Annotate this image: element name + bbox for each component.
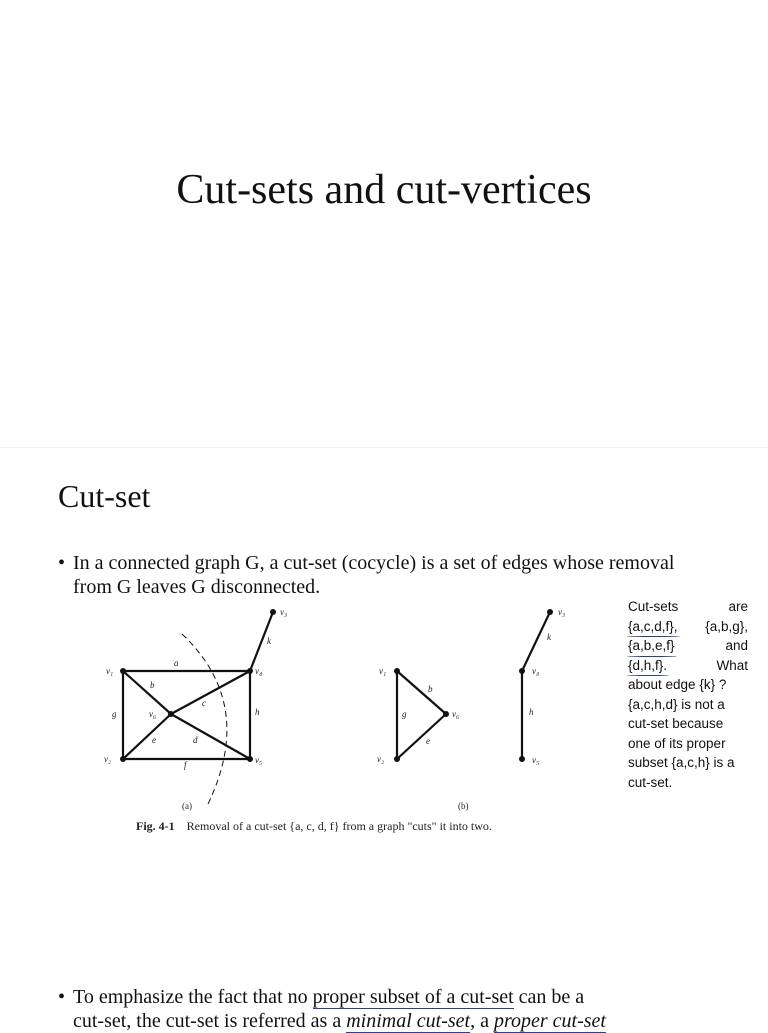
bullet-text: In a connected graph G, a cut-set (cocycle) is a set of edges whose removal from G leaves G disconnected. — [73, 552, 675, 598]
label-v4: v₄ — [255, 666, 263, 676]
label-e: e — [152, 735, 156, 745]
label-c: c — [202, 698, 206, 708]
label-v5: v₅ — [255, 755, 263, 765]
svg-text:e: e — [426, 736, 430, 746]
svg-text:v₄: v₄ — [532, 666, 540, 676]
caption-label: Fig. 4-1 — [136, 819, 175, 833]
label-d: d — [193, 735, 198, 745]
side-note: Cut-sets are {a,c,d,f}, {a,b,g}, {a,b,e,f} and {d,h,f}. What about edge {k} ? {a,c,h,d} is not a cut-set because one of its proper subset {a,c,h} is a cut-set. — [628, 599, 748, 790]
cutset-acdf: {a,c,d,f}, — [628, 617, 678, 637]
svg-text:g: g — [402, 709, 407, 719]
graph-figure — [96, 604, 576, 816]
svg-text:h: h — [529, 707, 534, 717]
graph-a-labels — [104, 607, 287, 770]
label-h: h — [255, 707, 260, 717]
bullet-definition — [58, 551, 718, 599]
svg-text:v₁: v₁ — [379, 666, 387, 676]
graph-b — [397, 612, 550, 759]
label-v2: v₂ — [104, 754, 112, 764]
label-a: a — [174, 658, 179, 668]
svg-text:v₆: v₆ — [452, 709, 460, 719]
label-k: k — [267, 636, 271, 646]
slide-title: Cut-sets and cut-vertices — [176, 167, 592, 213]
figure-caption — [136, 821, 546, 832]
svg-text:b: b — [428, 684, 433, 694]
svg-text:v₅: v₅ — [532, 755, 540, 765]
label-v3: v₃ — [280, 607, 288, 617]
label-g: g — [112, 709, 117, 719]
cutset-dhf: {d,h,f}. — [628, 656, 667, 676]
svg-text:v₂: v₂ — [377, 754, 385, 764]
graph-b-labels — [377, 607, 565, 765]
svg-text:k: k — [547, 632, 551, 642]
bullet-dot: • — [58, 986, 66, 1008]
label-f: f — [184, 760, 187, 770]
section-heading: Cut-set — [58, 478, 151, 514]
bullet-text: To emphasize the fact that no proper subset of a cut-set can be a cut-set, the cut-set is referred as a minimal cut-set, a proper cut-set — [73, 986, 606, 1032]
bullet-minimal-cutset — [58, 985, 738, 1033]
caption-text: Removal of a cut-set {a, c, d, f} from a graph "cuts" it into two. — [186, 819, 492, 833]
sub-b-label: (b) — [458, 801, 469, 811]
cutset-abef: {a,b,e,f} — [628, 636, 675, 656]
page-divider — [0, 447, 768, 448]
svg-text:v₃: v₃ — [558, 607, 566, 617]
bullet-dot: • — [58, 552, 66, 574]
sub-a-label: (a) — [182, 801, 192, 811]
graph-a — [123, 612, 273, 804]
label-v1: v₁ — [106, 666, 114, 676]
label-b: b — [150, 680, 155, 690]
label-v6: v₆ — [149, 709, 157, 719]
